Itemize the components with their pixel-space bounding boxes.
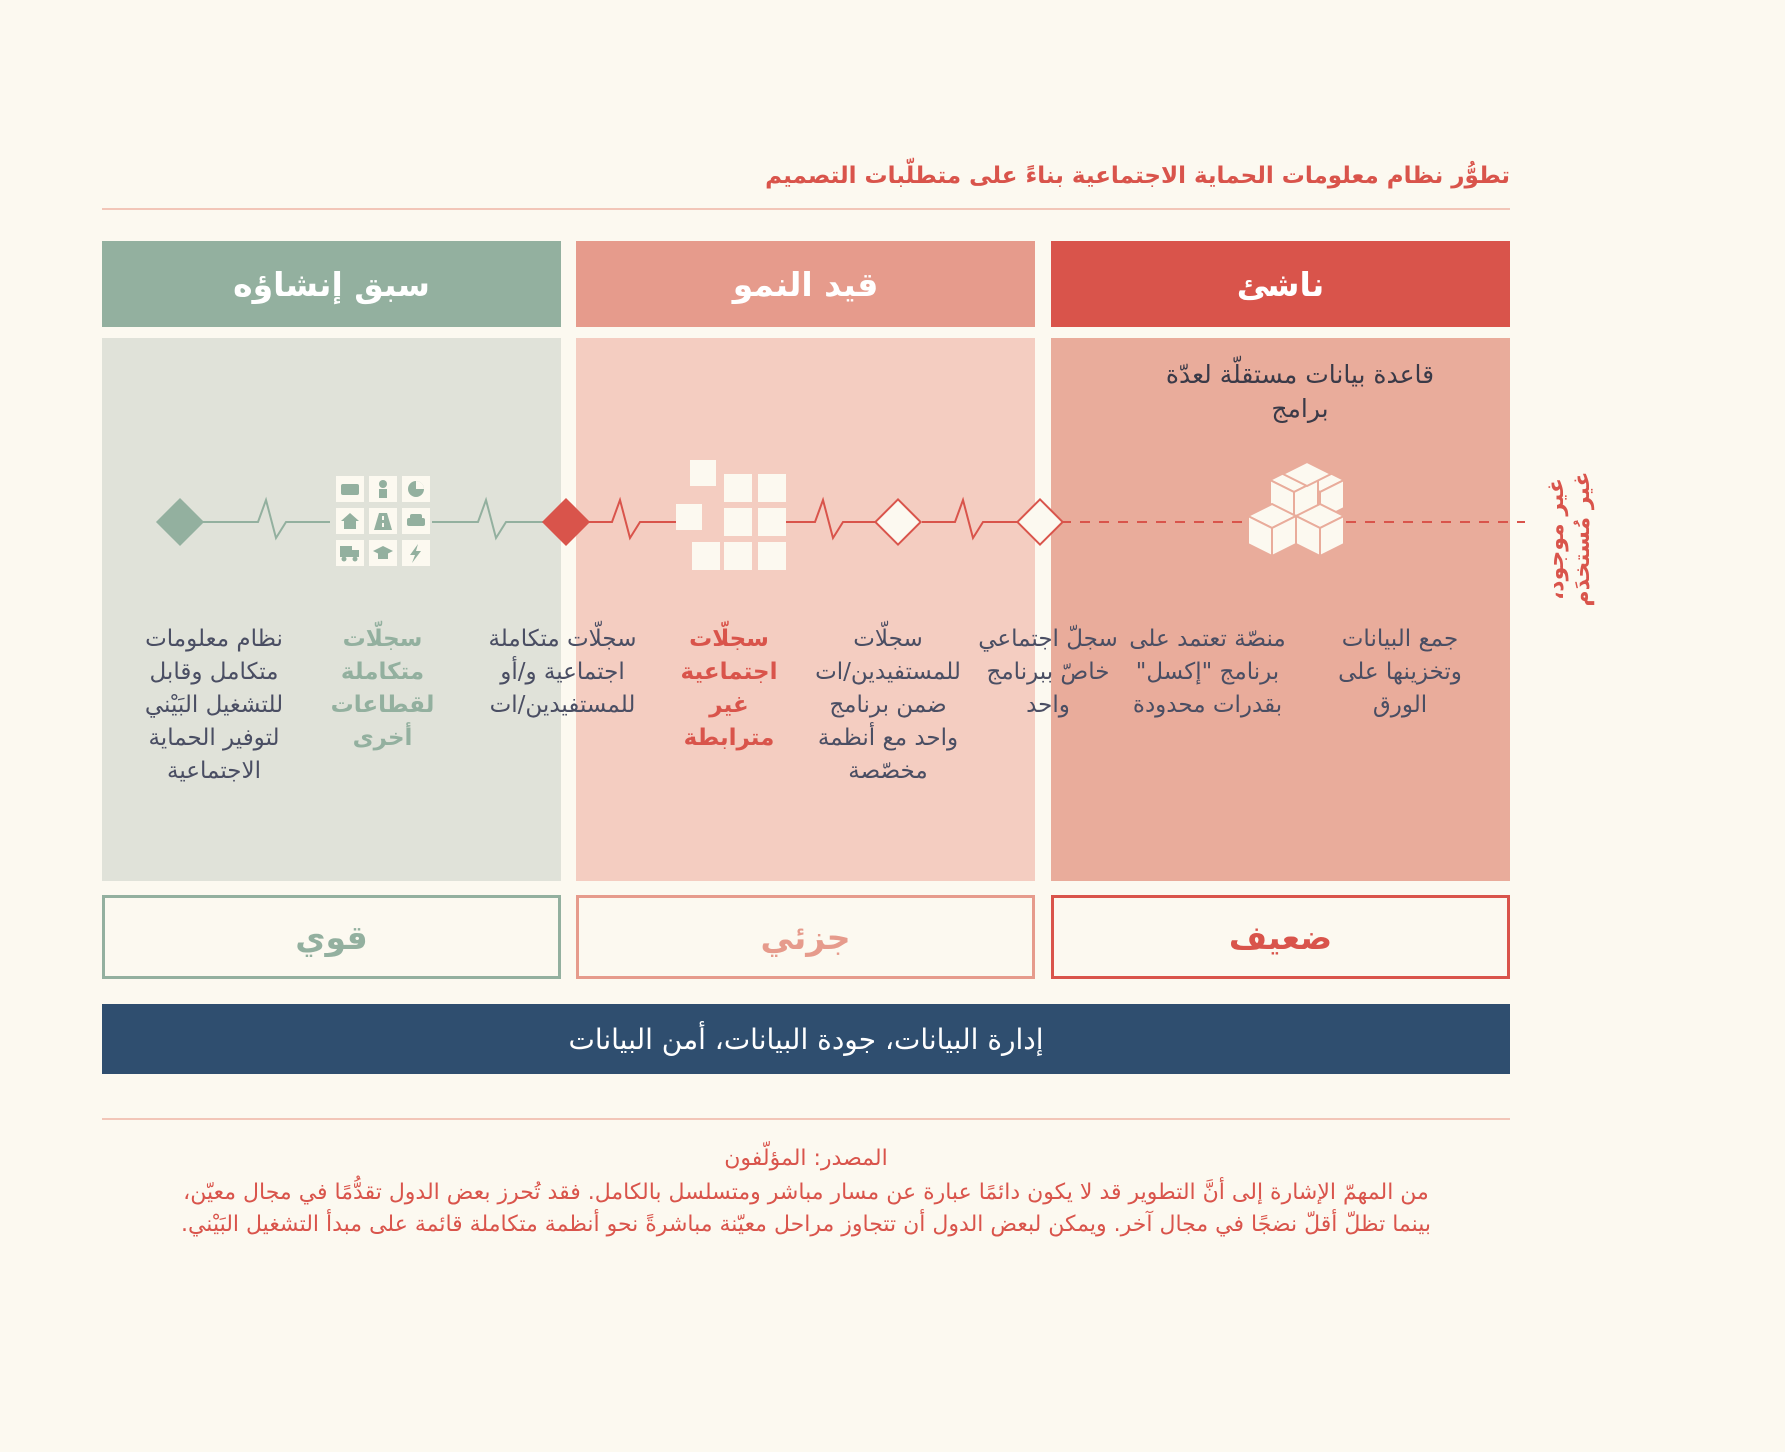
- data-governance-band: إدارة البيانات، جودة البيانات، أمن البيانات: [102, 1004, 1510, 1074]
- footer-divider: [102, 1118, 1510, 1120]
- red-timeline: [566, 500, 1018, 538]
- caption-beneficiary-registries: سجلّات للمستفيدين/ات ضمن برنامج واحد مع أنظمة مخصّصة: [815, 626, 961, 784]
- sector-icons-grid: [336, 476, 430, 566]
- caption-unlinked-registries: سجلّات اجتماعية غير مترابطة: [680, 626, 778, 751]
- side-label-nonexistent: [1535, 455, 1605, 607]
- caption-sector-registries: سجلّات متكاملة لقطاعات أخرى: [330, 626, 435, 751]
- milestone-diamond-nascent: [1017, 499, 1062, 544]
- strength-weak: ضعيف: [1051, 895, 1510, 979]
- caption-integrated-registries: سجلّات متكاملة اجتماعية و/أو للمستفيدين/ات: [488, 626, 637, 718]
- note-line-1: من المهمّ الإشارة إلى أنَّ التطوير قد لا يكون دائمًا عبارة عن مسار مباشر ومتسلسل بالكامل. فقد تُحرز بعض الدول تقدُّمًا في مجال معيّن،: [183, 1180, 1429, 1205]
- database-cubes-icon: [1248, 462, 1344, 556]
- stage-header-growing: قيد النمو: [576, 241, 1035, 327]
- milestone-diamond-integrated: [542, 498, 590, 546]
- caption-paper: جمع البيانات وتخزينها على الورق: [1338, 626, 1462, 718]
- source-note: المصدر: المؤلّفون: [724, 1146, 888, 1171]
- milestone-diamond-established: [156, 498, 204, 546]
- stage-header-established: سبق إنشاؤه: [102, 241, 561, 327]
- diagram-title: تطوُّر نظام معلومات الحماية الاجتماعية بناءً على متطلّبات التصميم: [765, 163, 1510, 189]
- disconnected-blocks-icon: [676, 460, 786, 570]
- caption-interoperable-system: نظام معلومات متكامل وقابل للتشغيل البَيْني لتوفير الحماية الاجتماعية: [144, 626, 284, 784]
- caption-excel: منصّة تعتمد على برنامج "إكسل" بقدرات محدودة: [1129, 626, 1286, 718]
- milestone-diamond-growing: [875, 499, 920, 544]
- strength-strong: قوي: [102, 895, 561, 979]
- note-line-2: بينما تظلّ أقلّ نضجًا في مجال آخر. ويمكن لبعض الدول أن تتجاوز مراحل معيّنة مباشرةً نحو أنظمة متكاملة قائمة على مبدأ التشغيل البَيْني.: [180, 1212, 1432, 1237]
- side-label-line-1: غير موجود،: [1544, 477, 1569, 601]
- stage-header-nascent: ناشئ: [1051, 241, 1510, 327]
- side-label-line-2: غير مُستخدَم: [1570, 471, 1595, 607]
- strength-partial: جزئي: [576, 895, 1035, 979]
- caption-program-registry: سجلّ اجتماعي خاصّ ببرنامج واحد: [978, 626, 1118, 718]
- standalone-database-label: قاعدة بيانات مستقلّة لعدّة برامج: [1165, 360, 1435, 423]
